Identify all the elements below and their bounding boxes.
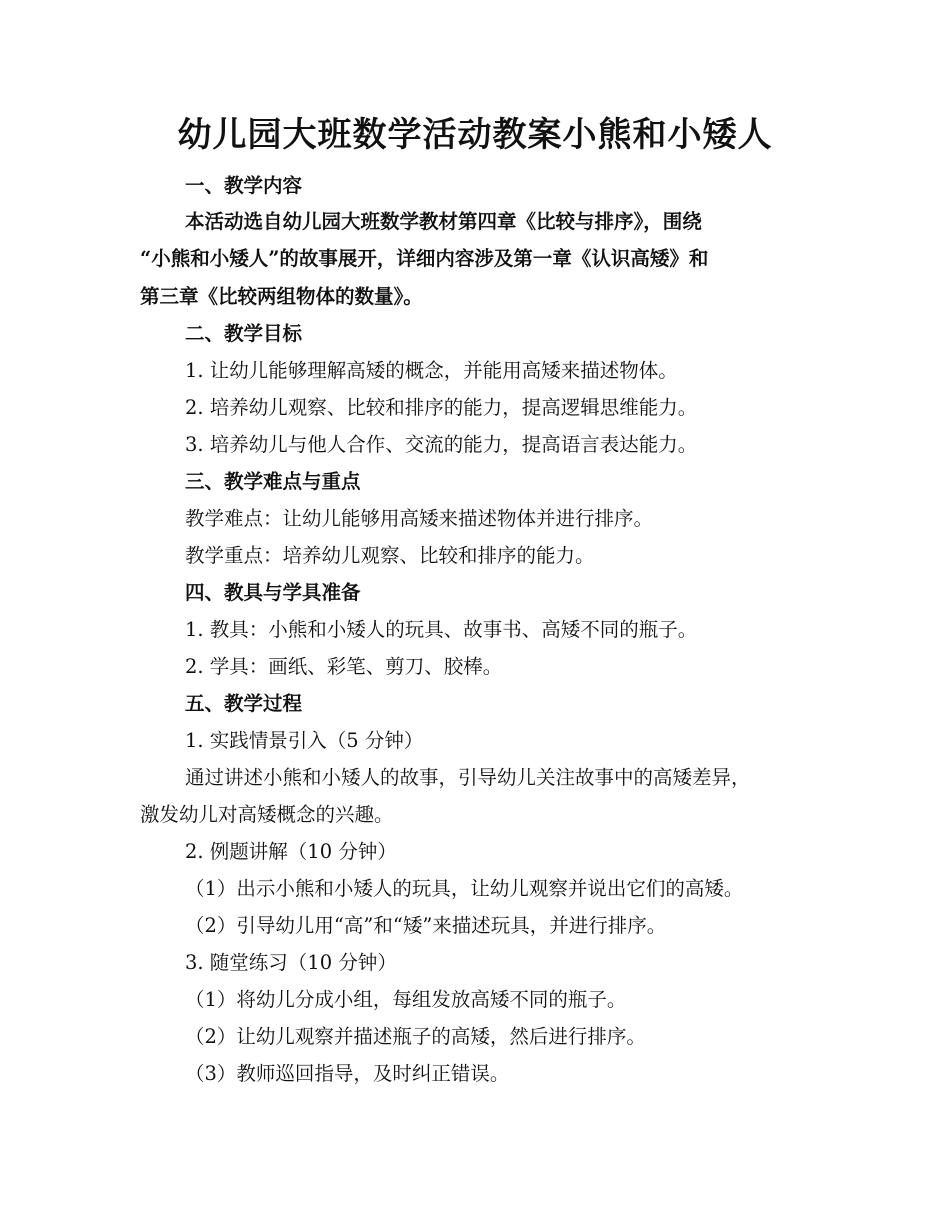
content-paragraph-line-1: 本活动选自幼儿园大班数学教材第四章《比较与排序》，围绕 xyxy=(185,210,702,233)
process-paragraph-line-2: 激发幼儿对高矮概念的兴趣。 xyxy=(140,803,394,826)
process-step: 3. 随堂练习（10 分钟） xyxy=(185,951,397,974)
materials-item: 1. 教具：小熊和小矮人的玩具、故事书、高矮不同的瓶子。 xyxy=(185,618,698,641)
process-step: 2. 例题讲解（10 分钟） xyxy=(185,840,397,863)
focus-line: 教学重点：培养幼儿观察、比较和排序的能力。 xyxy=(185,544,595,567)
section-heading-content: 一、教学内容 xyxy=(185,174,303,197)
materials-item: 2. 学具：画纸、彩笔、剪刀、胶棒。 xyxy=(185,655,503,678)
section-heading-process: 五、教学过程 xyxy=(185,692,303,715)
process-step: 1. 实践情景引入（5 分钟） xyxy=(185,729,424,752)
content-paragraph-line-2: “小熊和小矮人”的故事展开，详细内容涉及第一章《认识高矮》和 xyxy=(140,247,709,270)
process-paragraph-line-1: 通过讲述小熊和小矮人的故事，引导幼儿关注故事中的高矮差异， xyxy=(185,766,751,789)
section-heading-objectives: 二、教学目标 xyxy=(185,322,303,345)
process-sub-item: （1）出示小熊和小矮人的玩具，让幼儿观察并说出它们的高矮。 xyxy=(185,877,744,900)
content-paragraph-line-3: 第三章《比较两组物体的数量》。 xyxy=(140,285,423,308)
section-heading-materials: 四、教具与学具准备 xyxy=(185,581,361,604)
process-sub-item: （1）将幼儿分成小组，每组发放高矮不同的瓶子。 xyxy=(185,988,627,1011)
objective-item: 1. 让幼儿能够理解高矮的概念，并能用高矮来描述物体。 xyxy=(185,359,678,382)
page-title: 幼儿园大班数学活动教案小熊和小矮人 xyxy=(177,115,773,155)
objective-item: 2. 培养幼儿观察、比较和排序的能力，提高逻辑思维能力。 xyxy=(185,396,698,419)
section-heading-key-points: 三、教学难点与重点 xyxy=(185,470,361,493)
process-sub-item: （3）教师巡回指导，及时纠正错误。 xyxy=(185,1062,510,1085)
difficulty-line: 教学难点：让幼儿能够用高矮来描述物体并进行排序。 xyxy=(185,507,654,530)
objective-item: 3. 培养幼儿与他人合作、交流的能力，提高语言表达能力。 xyxy=(185,433,698,456)
process-sub-item: （2）让幼儿观察并描述瓶子的高矮，然后进行排序。 xyxy=(185,1025,646,1048)
process-sub-item: （2）引导幼儿用“高”和“矮”来描述玩具，并进行排序。 xyxy=(185,914,667,937)
